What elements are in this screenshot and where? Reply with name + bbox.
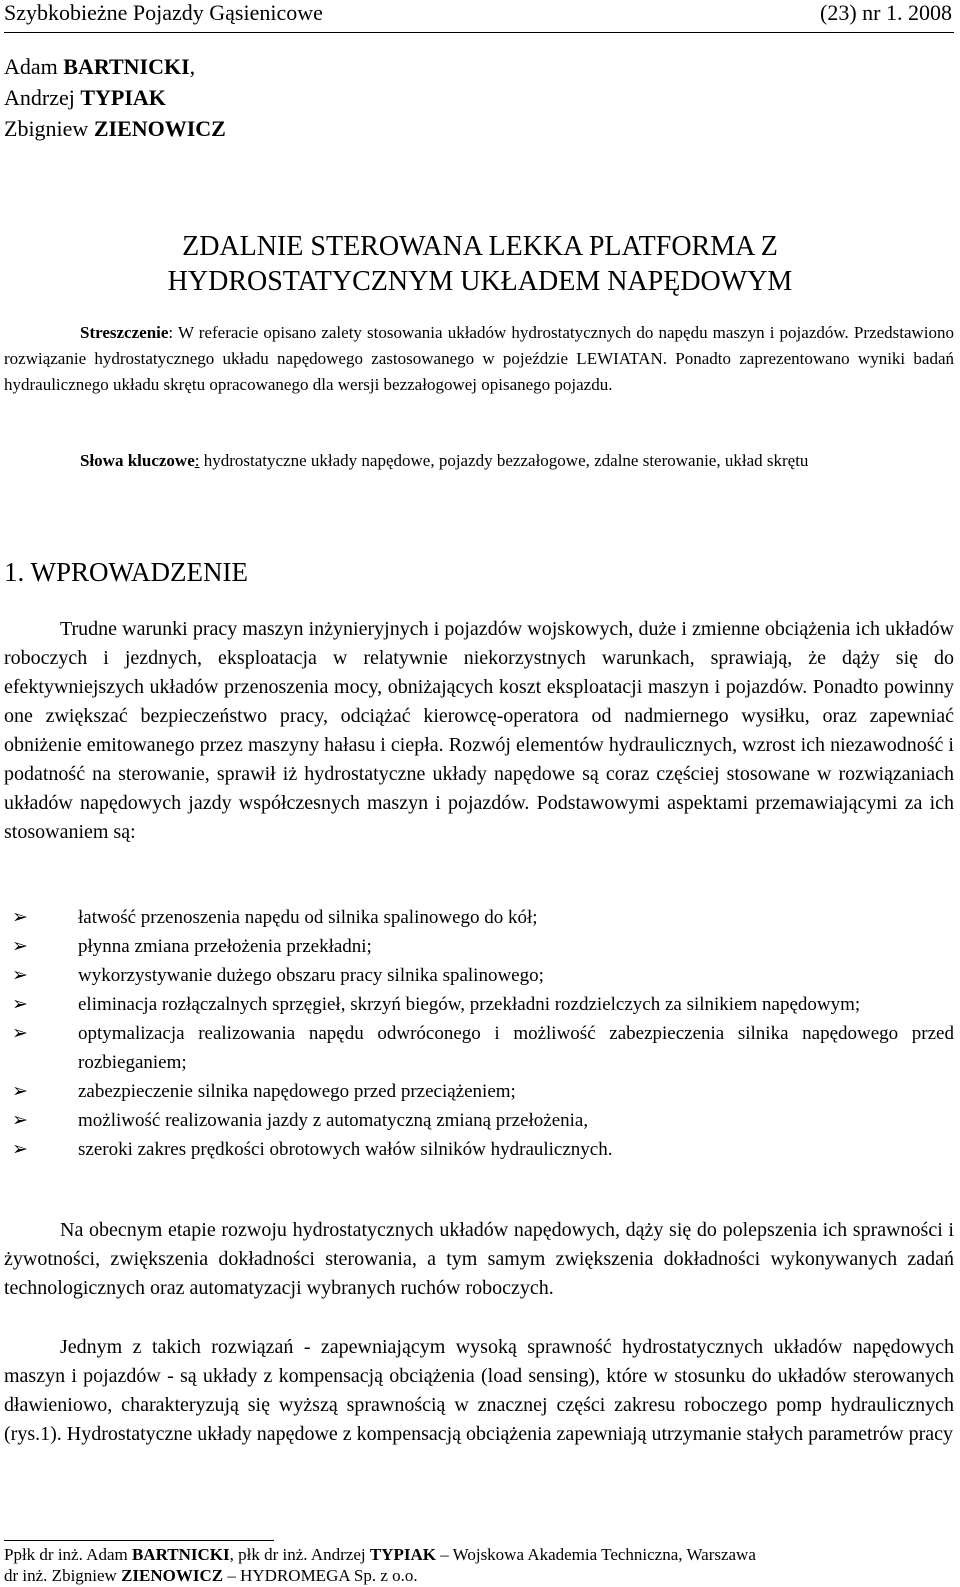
arrowhead-bullet-icon: ➢ (12, 994, 28, 1015)
section-heading: 1. WPROWADZENIE (4, 557, 248, 587)
author-first-name: Adam (4, 54, 58, 79)
body-paragraph-2 (4, 1216, 954, 1303)
paragraph-text: Jednym z takich rozwiązań - zapewniającym wysoką sprawność hydrostatycznych układów napędowych maszyn i pojazdów - są układy z kompensacją obciążenia (load sensing), które w stosunku do układów sterowanych dławieniowo, charakteryzują się wyższą sprawnością w znacznej części zakresu roboczego pomp hydraulicznych (rys.1). Hydrostatyczne układy napędowe z kompensacją obciążenia zapewniają utrzymanie stałych parametrów pracy (4, 1336, 954, 1445)
list-item: ➢ optymalizacja realizowania napędu odwróconego i możliwość zabezpieczenia silnika napędowego przed rozbieganiem; (4, 1019, 954, 1077)
author-2 (4, 85, 166, 111)
arrowhead-bullet-icon: ➢ (12, 1110, 28, 1131)
arrowhead-bullet-icon: ➢ (12, 1139, 28, 1160)
author-first-name: Zbigniew (4, 116, 89, 141)
author-1: Adam BARTNICKI, (4, 54, 196, 79)
arrowhead-bullet-icon: ➢ (12, 936, 28, 957)
paper-title-line-2: HYDROSTATYCZNYM UKŁADEM NAPĘDOWYM (167, 266, 793, 297)
journal-name: Szybkobieżne Pojazdy Gąsienicowe (4, 0, 323, 25)
footnote-affiliation-2: dr inż. Zbigniew ZIENOWICZ – HYDROMEGA Sp. z o.o. (4, 1566, 418, 1585)
author-last-name: ZIENOWICZ (93, 116, 226, 141)
abstract-label: Streszczenie (80, 323, 169, 342)
author-3 (4, 116, 226, 142)
paragraph-text: Trudne warunki pracy maszyn inżynieryjnych i pojazdów wojskowych, duże i zmienne obciążenia ich układów roboczych i jezdnych, eksploatacja w relatywnie niekorzystnych warunkach, sprawiają, że dąży się do efektywniejszych układów przenoszenia mocy, obniżających koszt eksploatacji maszyn i pojazdów. Ponadto powinny one zwiększać bezpieczeństwo pracy, odciążać kierowcę-operatora od nadmiernego wysiłku, oraz zapewniać obniżenie emitowanego przez maszyny hałasu i ciepła. Rozwój elementów hydraulicznych, wzrost ich niezawodność i podatność na sterowanie, sprawił iż hydrostatyczne układy napędowe są coraz częściej stosowane w rozwiązaniach układów napędowych jazdy współczesnych maszyn i pojazdów. Podstawowymi aspektami przemawiającymi za ich stosowaniem są: (4, 618, 954, 843)
body-paragraph-1 (4, 615, 954, 847)
arrowhead-bullet-icon: ➢ (12, 907, 28, 928)
list-item: ➢ wykorzystywanie dużego obszaru pracy silnika spalinowego; (4, 961, 954, 990)
keywords: Słowa kluczowe: hydrostatyczne układy napędowe, pojazdy bezzałogowe, zdalne sterowanie, układ skrętu (80, 451, 809, 470)
list-item: ➢ eliminacja rozłączalnych sprzęgieł, skrzyń biegów, przekładni rozdzielczych za silnikiem napędowym; (4, 990, 954, 1019)
abstract (4, 320, 954, 398)
list-item: ➢ zabezpieczenie silnika napędowego przed przeciążeniem; (4, 1077, 954, 1106)
journal-issue: (23) nr 1. 2008 (820, 0, 952, 25)
list-item: ➢ możliwość realizowania jazdy z automatyczną zmianą przełożenia, (4, 1106, 954, 1135)
author-last-name: TYPIAK (80, 85, 166, 110)
arrowhead-bullet-icon: ➢ (12, 965, 28, 986)
list-item: ➢ łatwość przenoszenia napędu od silnika spalinowego do kół; (4, 903, 954, 932)
abstract-text: : W referacie opisano zalety stosowania układów hydrostatycznych do napędu maszyn i pojazdów. Przedstawiono rozwiązanie hydrostatycznego układu napędowego zastosowanego w pojeździe LEWIATAN. Ponadto zaprezentowano wyniki badań hydraulicznego układu skrętu opracowanego dla wersji bezzałogowej opisanego pojazdu. (4, 323, 954, 394)
header-divider (4, 32, 954, 33)
list-item: ➢ szeroki zakres prędkości obrotowych wałów silników hydraulicznych. (4, 1135, 954, 1164)
keywords-label: Słowa kluczowe (80, 451, 195, 470)
advantages-list (4, 903, 954, 1164)
footnote-divider (4, 1540, 274, 1541)
paper-title-line-1: ZDALNIE STEROWANA LEKKA PLATFORMA Z (182, 231, 778, 262)
keywords-text: hydrostatyczne układy napędowe, pojazdy bezzałogowe, zdalne sterowanie, układ skrętu (199, 451, 809, 470)
arrowhead-bullet-icon: ➢ (12, 1081, 28, 1102)
author-last-name: BARTNICKI (63, 54, 190, 79)
footnote-affiliation-1: Ppłk dr inż. Adam BARTNICKI, płk dr inż. Andrzej TYPIAK – Wojskowa Akademia Techniczna, Warszawa (4, 1545, 756, 1564)
body-paragraph-3 (4, 1333, 954, 1449)
paper-title (0, 229, 960, 299)
author-first-name: Andrzej (4, 85, 75, 110)
paragraph-text: Na obecnym etapie rozwoju hydrostatycznych układów napędowych, dąży się do polepszenia ich sprawności i żywotności, zwiększenia dokładności sterowania, a tym samym zwiększenia dokładności wykonywanych zadań technologicznych oraz automatyzacji wybranych ruchów roboczych. (4, 1219, 954, 1299)
list-item: ➢ płynna zmiana przełożenia przekładni; (4, 932, 954, 961)
arrowhead-bullet-icon: ➢ (12, 1023, 28, 1044)
